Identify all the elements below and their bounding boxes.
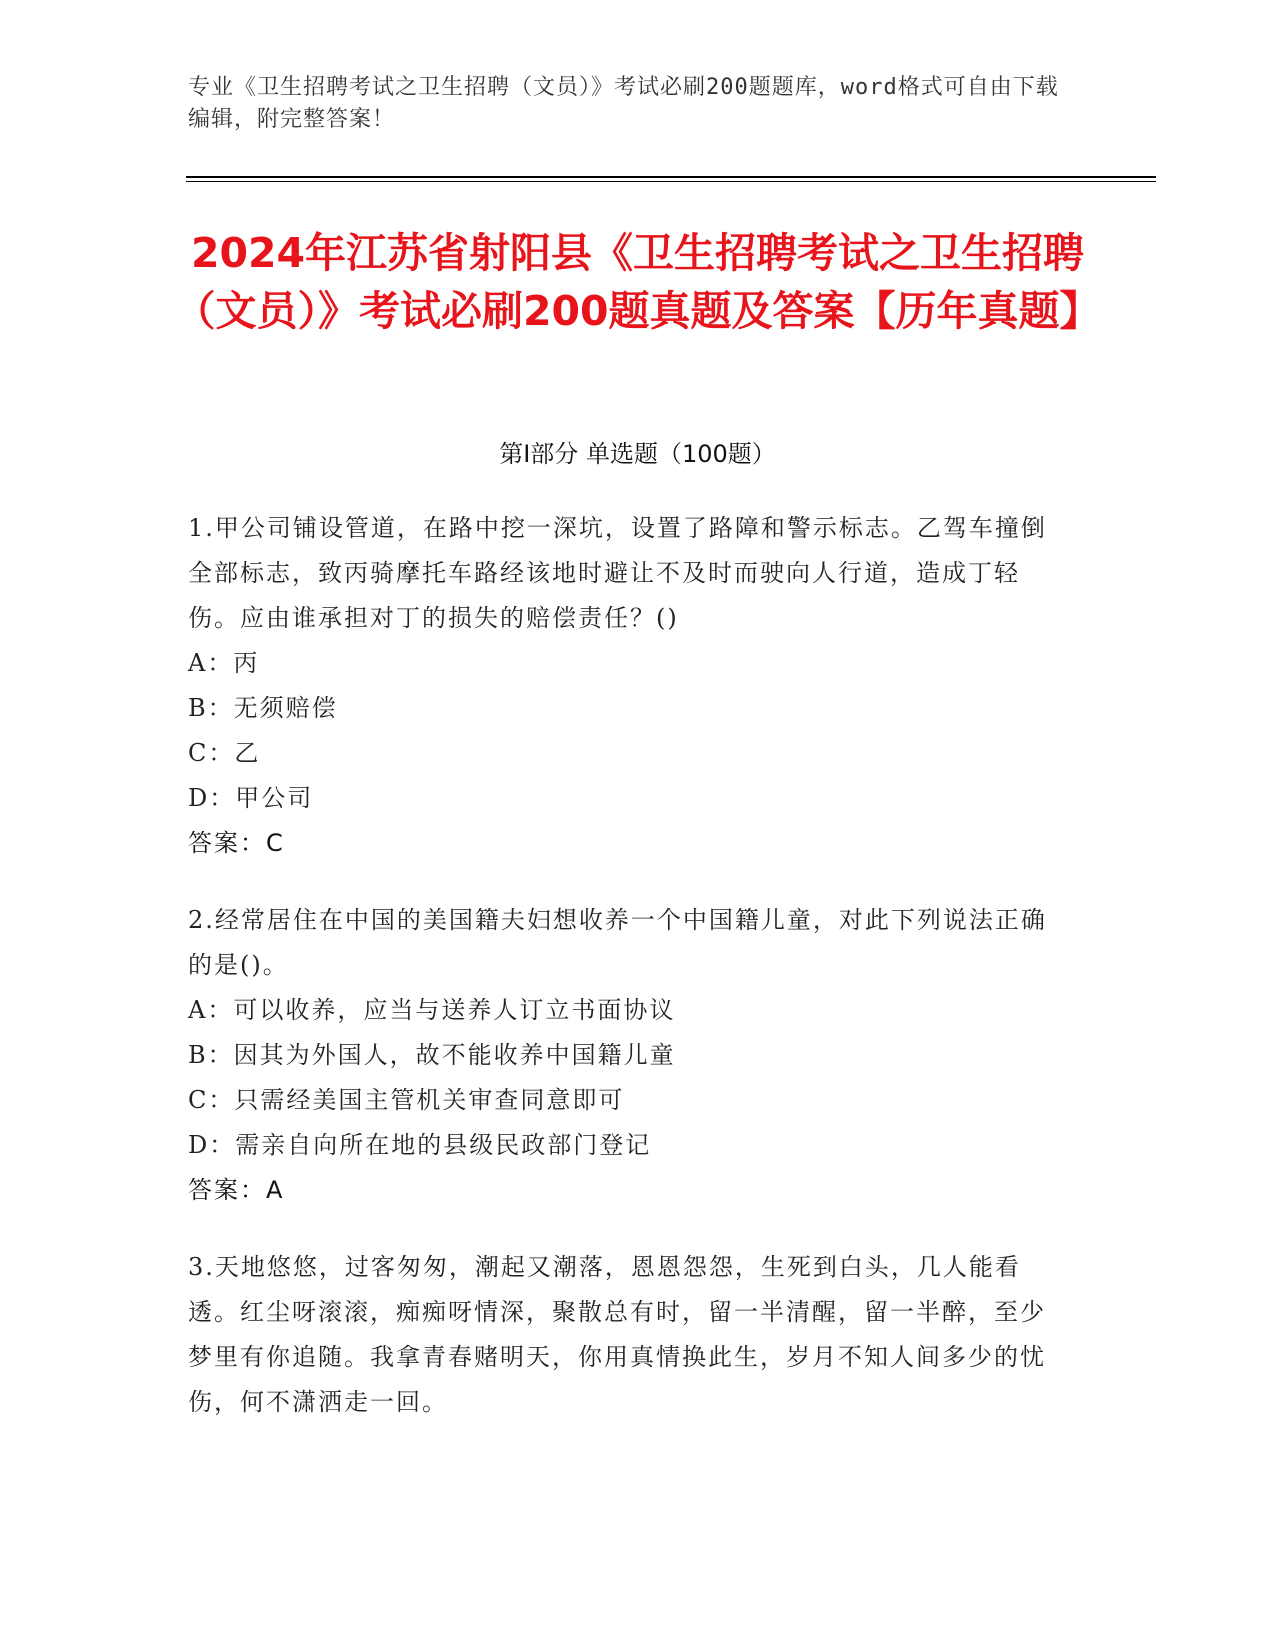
header-divider-thick bbox=[186, 176, 1156, 178]
header-note: 专业《卫生招聘考试之卫生招聘（文员）》考试必刷200题题库，word格式可自由下载编辑，附完整答案！ bbox=[188, 75, 1059, 132]
question-3 bbox=[188, 1245, 1068, 1425]
option-c: C：乙 bbox=[188, 739, 261, 767]
option-a: A：丙 bbox=[188, 649, 260, 677]
option-d: D：需亲自向所在地的县级民政部门登记 bbox=[188, 1131, 652, 1159]
option-b: B：因其为外国人，故不能收养中国籍儿童 bbox=[188, 1041, 676, 1069]
answer: 答案：C bbox=[188, 829, 285, 857]
question-2 bbox=[188, 898, 1068, 1213]
document-title: 2024年江苏省射阳县《卫生招聘考试之卫生招聘（文员）》考试必刷200题真题及答案【历年真题】 bbox=[174, 229, 1101, 335]
option-c: C：只需经美国主管机关审查同意即可 bbox=[188, 1086, 625, 1114]
question-stem: 3.天地悠悠，过客匆匆，潮起又潮落，恩恩怨怨，生死到白头，几人能看透。红尘呀滚滚，痴痴呀情深，聚散总有时，留一半清醒，留一半醉，至少梦里有你追随。我拿青春赌明天，你用真情换此生，岁月不知人间多少的忧伤，何不潇洒走一回。 bbox=[188, 1253, 1046, 1416]
header-divider-thin bbox=[186, 181, 1156, 182]
question-stem: 2.经常居住在中国的美国籍夫妇想收养一个中国籍儿童，对此下列说法正确的是()。 bbox=[188, 906, 1047, 979]
question-stem: 1.甲公司铺设管道，在路中挖一深坑，设置了路障和警示标志。乙驾车撞倒全部标志，致丙骑摩托车路经该地时避让不及时而驶向人行道，造成丁轻伤。应由谁承担对丁的损失的赔偿责任？() bbox=[188, 514, 1047, 632]
option-a: A：可以收养，应当与送养人订立书面协议 bbox=[188, 996, 676, 1024]
section-heading: 第Ⅰ部分 单选题（100题） bbox=[499, 440, 776, 468]
answer: 答案：A bbox=[188, 1176, 285, 1204]
question-1 bbox=[188, 506, 1068, 866]
option-b: B：无须赔偿 bbox=[188, 694, 338, 722]
option-d: D：甲公司 bbox=[188, 784, 314, 812]
